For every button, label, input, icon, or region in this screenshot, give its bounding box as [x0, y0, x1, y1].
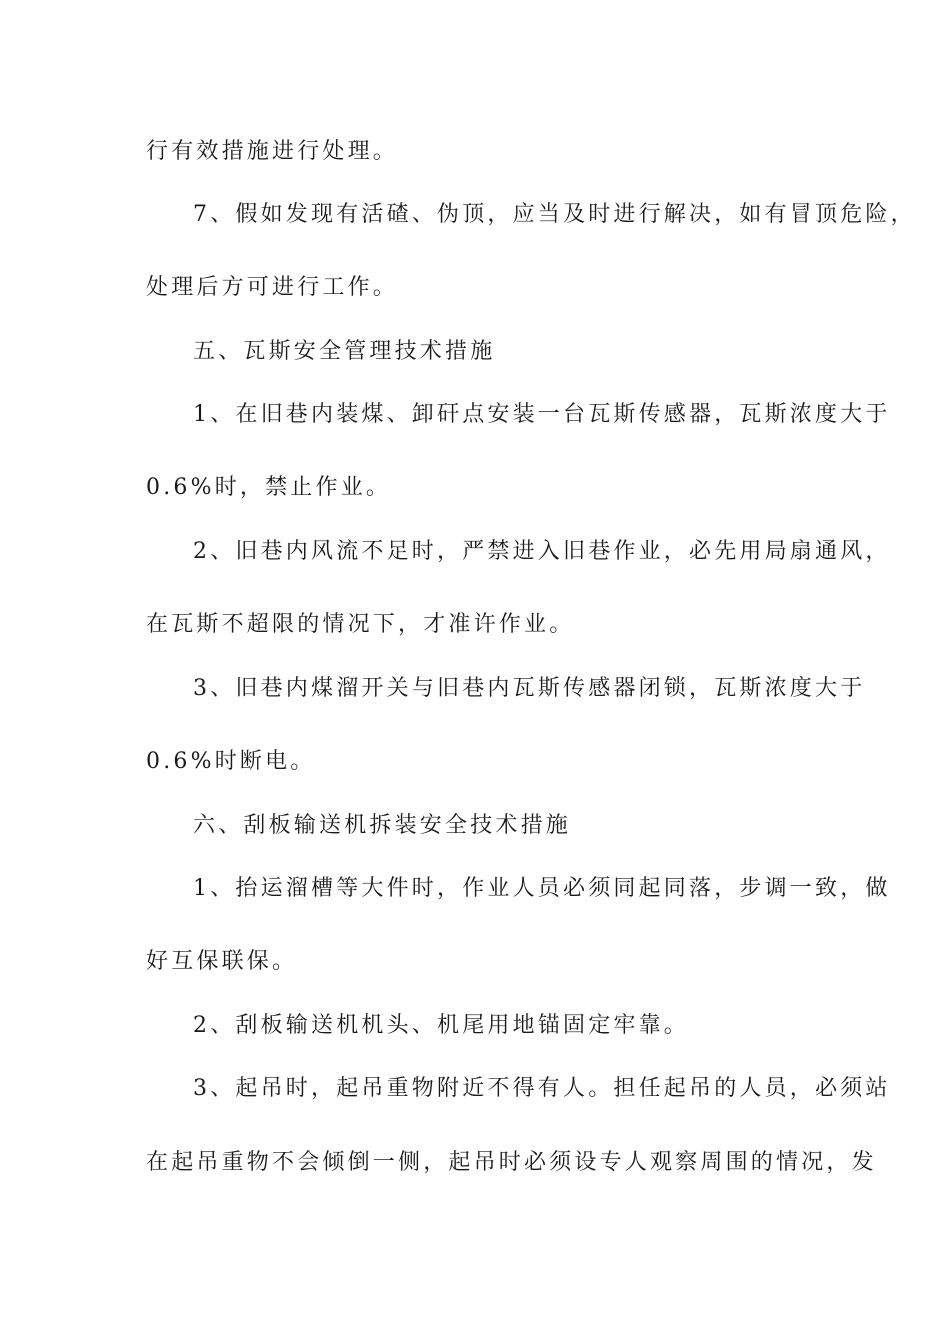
gas-item-3: 3、旧巷内煤溜开关与旧巷内瓦斯传感器闭锁，瓦斯浓度大于	[193, 676, 866, 701]
conveyor-item-3: 3、起吊时，起吊重物附近不得有人。担任起吊的人员，必须站	[193, 1076, 891, 1101]
gas-item-1: 1、在旧巷内装煤、卸矸点安装一台瓦斯传感器，瓦斯浓度大于	[193, 402, 891, 427]
conveyor-item-1-continuation: 好互保联保。	[146, 949, 298, 974]
conveyor-item-3-continuation: 在起吊重物不会倾倒一侧，起吊时必须设专人观察周围的情况，发	[146, 1150, 877, 1175]
gas-item-1-continuation: 0.6%时，禁止作业。	[146, 475, 392, 500]
paragraph-continuation: 行有效措施进行处理。	[146, 139, 399, 164]
conveyor-item-2: 2、刮板输送机机头、机尾用地锚固定牢靠。	[193, 1013, 689, 1038]
section-heading-gas-safety: 五、瓦斯安全管理技术措施	[193, 339, 496, 364]
gas-item-3-continuation: 0.6%时断电。	[146, 749, 316, 774]
section-heading-conveyor: 六、刮板输送机拆装安全技术措施	[193, 813, 572, 838]
list-item-7-continuation: 处理后方可进行工作。	[146, 275, 399, 300]
gas-item-2: 2、旧巷内风流不足时，严禁进入旧巷作业，必先用局扇通风，	[193, 539, 891, 564]
conveyor-item-1: 1、抬运溜槽等大件时，作业人员必须同起同落，步调一致，做	[193, 876, 891, 901]
gas-item-2-continuation: 在瓦斯不超限的情况下，才准许作业。	[146, 612, 575, 637]
list-item-7: 7、假如发现有活碴、伪顶，应当及时进行解决，如有冒顶危险，	[193, 202, 916, 227]
